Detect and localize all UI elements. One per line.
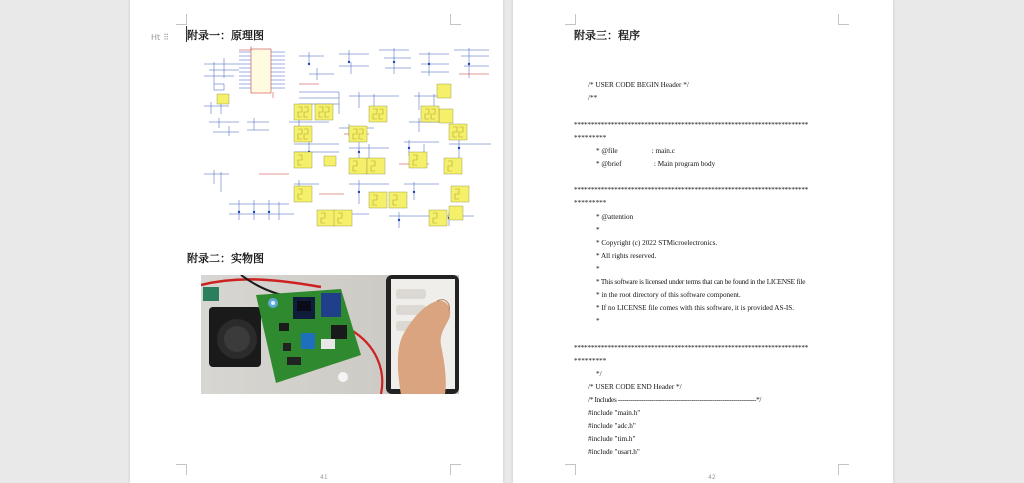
code-line: * Copyright (c) 2022 STMicroelectronics. [596, 239, 718, 247]
code-line: ********* [574, 134, 607, 142]
page-corner-mark [838, 464, 849, 475]
code-line: #include "tim.h" [588, 435, 636, 443]
page-corner-mark [565, 464, 576, 475]
code-line: ********************************************************************** [574, 344, 809, 352]
page-corner-mark [176, 464, 187, 475]
code-line: ********************************************************************** [574, 121, 809, 129]
code-line: * [596, 317, 600, 325]
page-corner-mark [565, 14, 576, 25]
code-line: * @attention [596, 213, 634, 221]
code-line: #include "adc.h" [588, 422, 636, 430]
code-line: /* USER CODE BEGIN Header */ [588, 81, 689, 89]
page-number: 42 [708, 474, 716, 481]
code-line: ********************************************************************** [574, 186, 809, 194]
code-line: * in the root directory of this software component. [596, 291, 741, 299]
page-number: 41 [320, 474, 328, 481]
hardware-photo-image [201, 275, 459, 394]
code-line: #include "usart.h" [588, 448, 640, 456]
code-line: * This software is licensed under terms that can be found in the LICENSE file [596, 278, 806, 286]
code-line: /** [588, 94, 598, 102]
code-line: ********* [574, 357, 607, 365]
code-line: * If no LICENSE file comes with this software, it is provided AS-IS. [596, 304, 795, 312]
appendix1-heading[interactable]: 附录一：原理图 [187, 29, 264, 42]
code-line: #include "main.h" [588, 409, 641, 417]
code-line: */ [596, 370, 602, 378]
appendix3-heading[interactable]: 附录三：程序 [574, 29, 640, 42]
code-line: * [596, 226, 600, 234]
page-corner-mark [450, 14, 461, 25]
page-corner-mark [838, 14, 849, 25]
code-line: * @brief : Main program body [596, 160, 716, 168]
drag-handle-icon[interactable]: ⠿ [163, 33, 170, 42]
block-hover-tools[interactable] [151, 33, 169, 42]
document-page-41 [130, 0, 503, 483]
code-line: /* USER CODE END Header */ [588, 383, 682, 391]
page-corner-mark [450, 464, 461, 475]
code-line: * @file : main.c [596, 147, 675, 155]
page-corner-mark [176, 14, 187, 25]
code-line: * [596, 265, 600, 273]
code-line: * All rights reserved. [596, 252, 657, 260]
appendix2-heading[interactable]: 附录二：实物图 [187, 252, 264, 265]
code-line: ********* [574, 199, 607, 207]
heading-style-icon[interactable]: Ht [151, 33, 161, 42]
circuit-schematic-image [199, 44, 495, 237]
code-line: /* Includes ------------------------------------------------------------------*/ [588, 396, 762, 404]
